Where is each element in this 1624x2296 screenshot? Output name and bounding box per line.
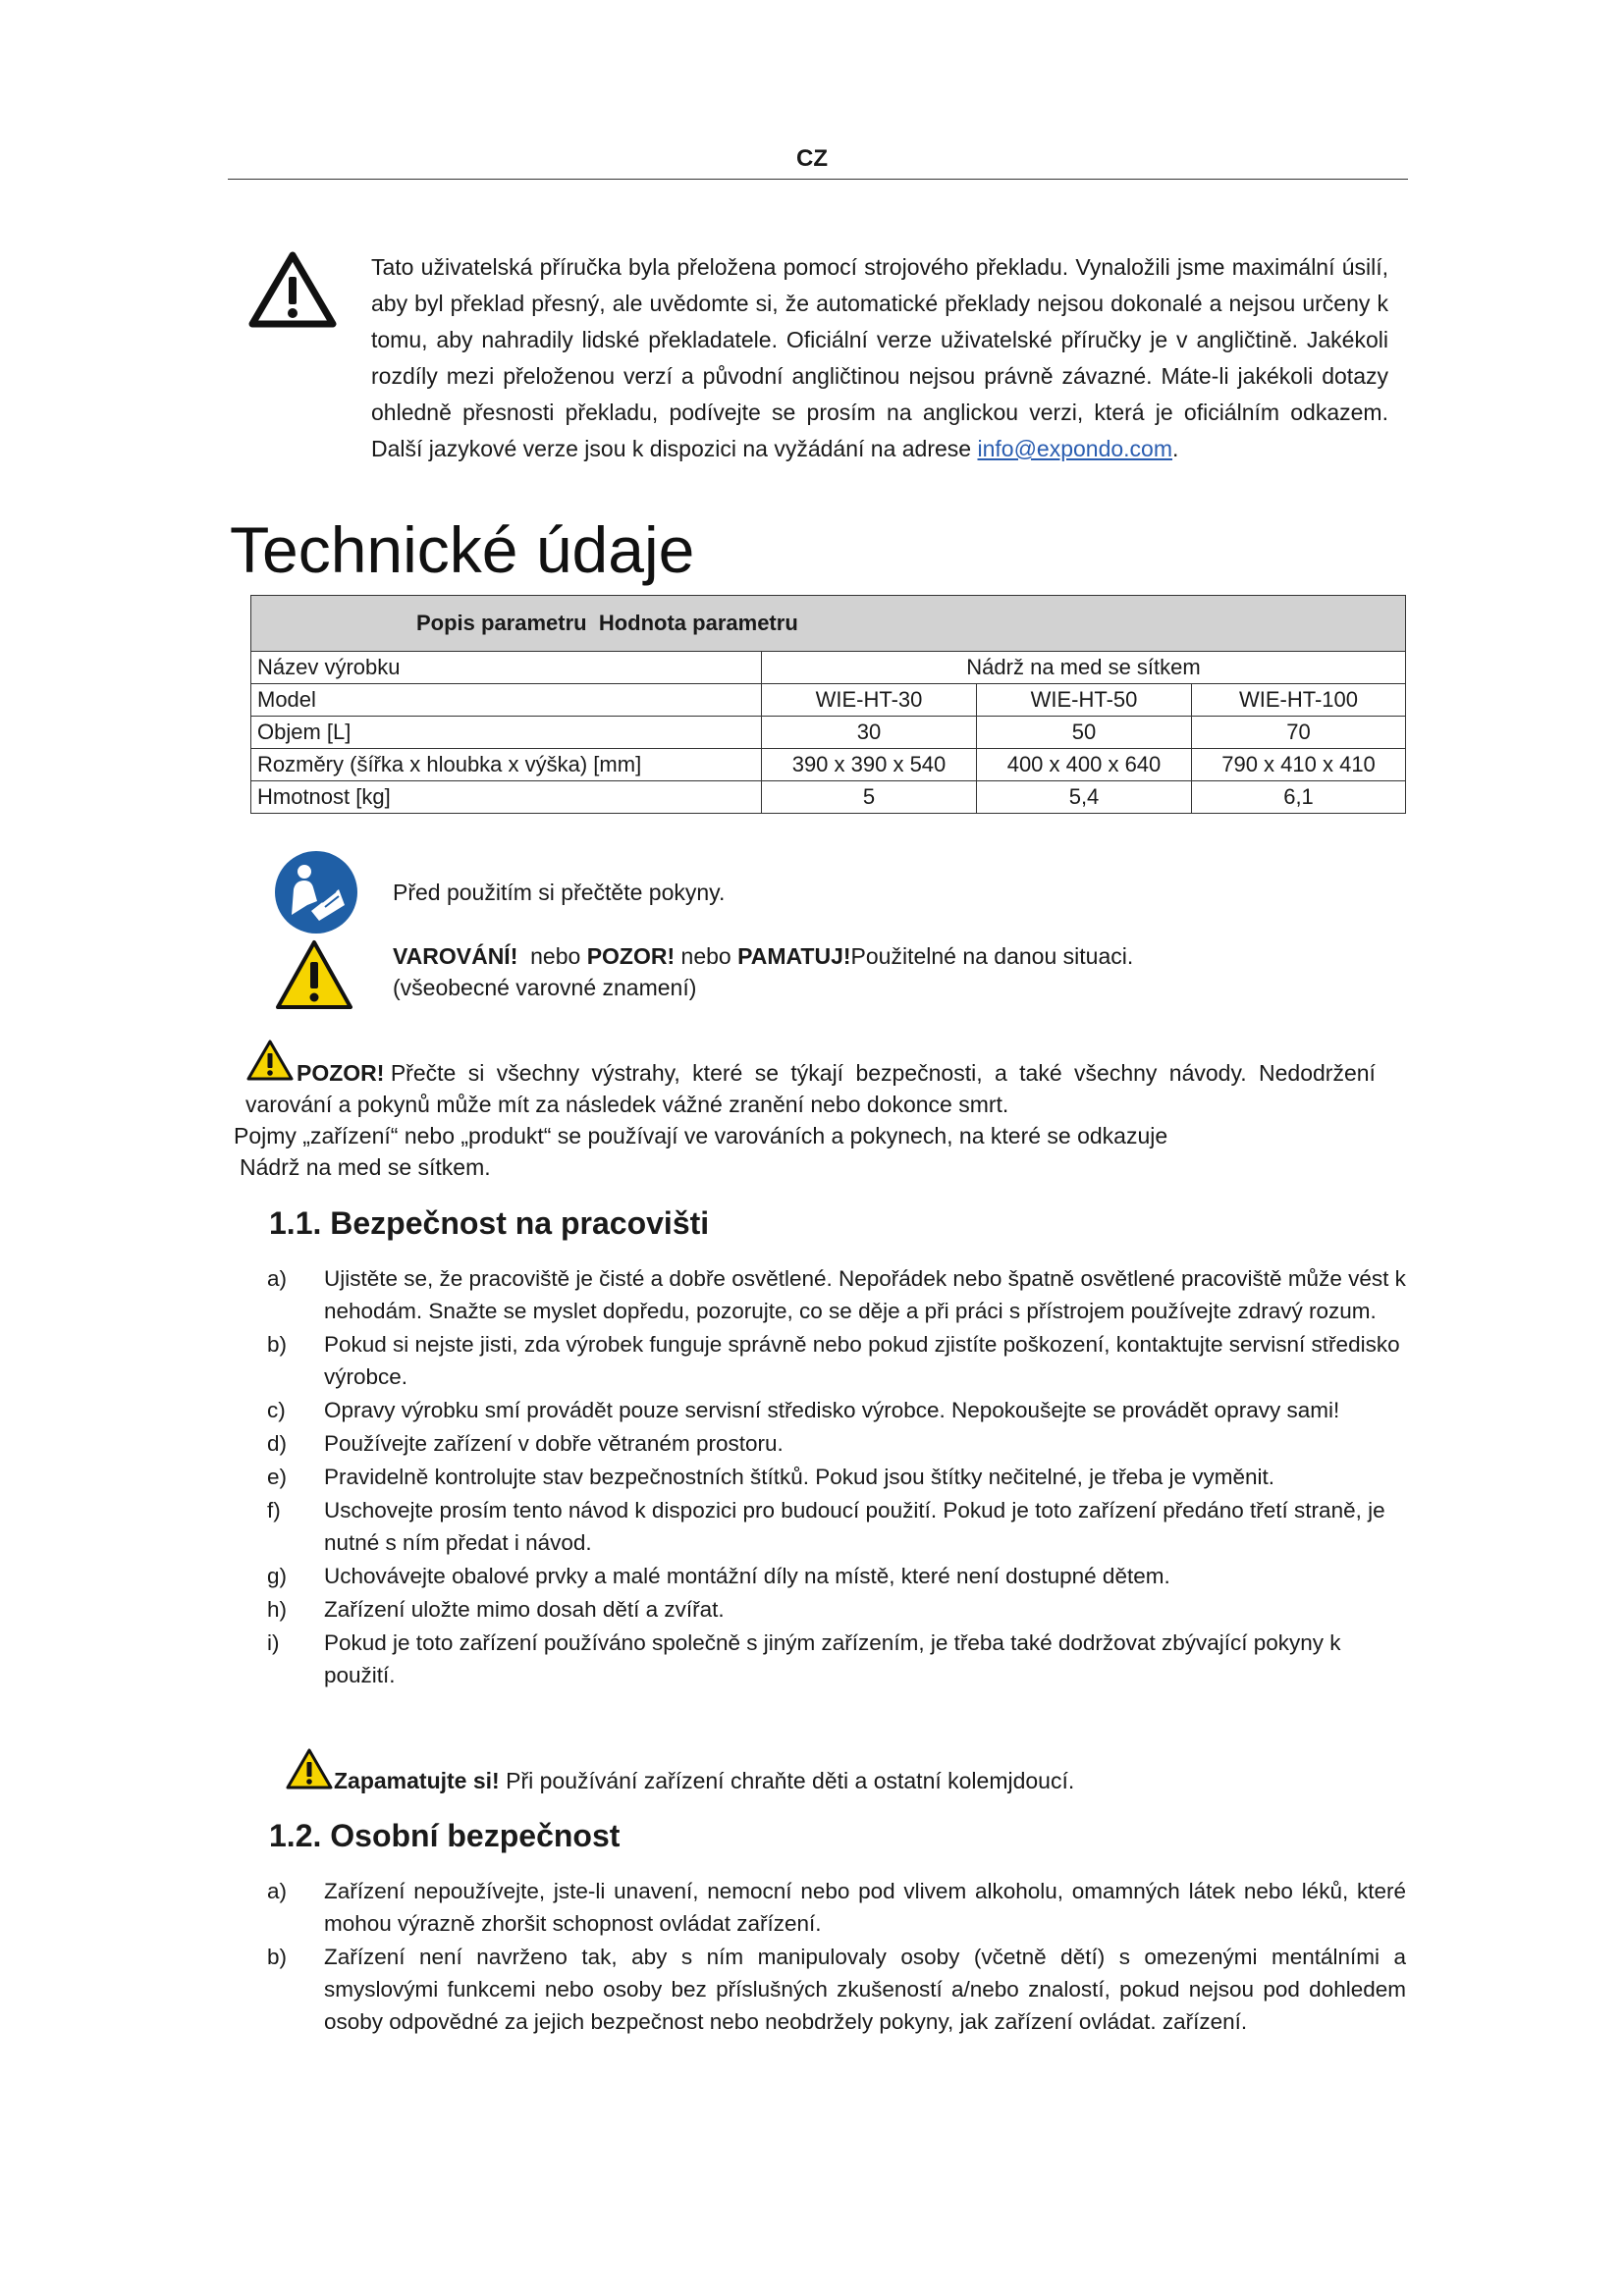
list-marker: c)	[267, 1398, 286, 1422]
table-row	[251, 781, 1406, 814]
spec-table	[250, 595, 1406, 814]
email-link[interactable]: info@expondo.com	[977, 436, 1173, 461]
warning-legend-line2: (všeobecné varovné znamení)	[393, 975, 697, 1000]
list-item	[267, 1560, 1406, 1592]
list-marker: b)	[267, 1332, 288, 1357]
header-divider	[228, 179, 1408, 180]
row-label: Rozměry (šířka x hloubka x výška) [mm]	[251, 749, 762, 781]
list-text: Pokud si nejste jisti, zda výrobek funguje správně nebo pokud zjistíte poškození, kontaktujte servisní středisko výrobce.	[324, 1332, 1400, 1389]
row-label: Model	[251, 684, 762, 717]
table-cell: 70	[1192, 717, 1406, 749]
table-cell: 50	[977, 717, 1192, 749]
caution-word: POZOR!	[586, 943, 676, 969]
list-item	[267, 1593, 1406, 1626]
list-text: Zařízení nepoužívejte, jste-li unavení, nemocní nebo pod vlivem alkoholu, omamných látek nebo léků, které mohou výrazně zhoršit schopnost ovládat zařízení.	[324, 1879, 1406, 1936]
connector-text: nebo	[530, 943, 581, 969]
caution-line4: Nádrž na med se sítkem.	[240, 1154, 491, 1180]
list-text: Uschovejte prosím tento návod k dispozici pro budoucí použití. Pokud je toto zařízení předáno třetí straně, je nutné s ním předat i návod.	[324, 1498, 1385, 1555]
table-cell: 5	[762, 781, 977, 814]
list-item	[267, 1328, 1406, 1393]
table-cell: 5,4	[977, 781, 1192, 814]
personal-safety-list	[267, 1875, 1406, 2039]
list-marker: f)	[267, 1498, 281, 1522]
section-heading-workplace-safety: 1.1. Bezpečnost na pracovišti	[269, 1205, 710, 1241]
product-name-cell: Nádrž na med se sítkem	[762, 652, 1406, 684]
list-text: Zařízení uložte mimo dosah dětí a zvířat.	[324, 1597, 725, 1622]
list-text: Pravidelně kontrolujte stav bezpečnostních štítků. Pokud jsou štítky nečitelné, je třeba je vyměnit.	[324, 1465, 1275, 1489]
list-text: Pokud je toto zařízení používáno společně s jiným zařízením, je třeba také dodržovat zbývající pokyny k použití.	[324, 1630, 1341, 1687]
list-item	[267, 1262, 1406, 1327]
table-row	[251, 749, 1406, 781]
caution-small-warning-icon	[245, 1039, 295, 1087]
list-marker: a)	[267, 1879, 288, 1903]
table-row	[251, 684, 1406, 717]
remember-text: Při používání zařízení chraňte děti a ostatní kolemjdoucí.	[506, 1768, 1075, 1793]
header-param-desc: Popis parametru	[416, 611, 587, 635]
warning-word: VAROVÁNÍ!	[393, 943, 518, 969]
workplace-safety-list	[267, 1262, 1406, 1692]
table-cell: WIE-HT-50	[977, 684, 1192, 717]
page-title: Technické údaje	[230, 513, 695, 586]
remember-note	[334, 1765, 1074, 1797]
header-param-value: Hodnota parametru	[598, 611, 798, 635]
list-text: Ujistěte se, že pracoviště je čisté a dobře osvětlené. Nepořádek nebo špatně osvětlené pracoviště může vést k nehodám. Snažte se myslet dopředu, pozorujte, co se děje a při práci s přístrojem používejte zdravý rozum.	[324, 1266, 1406, 1323]
section-heading-personal-safety: 1.2. Osobní bezpečnost	[269, 1818, 621, 1853]
row-label: Název výrobku	[251, 652, 762, 684]
list-item	[267, 1627, 1406, 1691]
list-marker: i)	[267, 1630, 280, 1655]
caution-line2: varování a pokynů může mít za následek vážné zranění nebo dokonce smrt.	[245, 1092, 1009, 1117]
table-cell: 390 x 390 x 540	[762, 749, 977, 781]
machine-translation-notice	[371, 249, 1388, 467]
list-item	[267, 1875, 1406, 1940]
row-label: Objem [L]	[251, 717, 762, 749]
caution-text: Přečte si všechny výstrahy, které se týkají bezpečnosti, a také všechny návody. Nedodržení	[390, 1060, 1376, 1086]
table-cell: WIE-HT-30	[762, 684, 977, 717]
remember-word: PAMATUJ!	[737, 943, 851, 969]
table-cell: 400 x 400 x 640	[977, 749, 1192, 781]
caution-line3: Pojmy „zařízení“ nebo „produkt“ se používají ve varováních a pokynech, na které se odkazuje	[234, 1123, 1168, 1148]
remember-bold: Zapamatujte si!	[334, 1768, 500, 1793]
notice-end: .	[1172, 436, 1179, 461]
warning-icon	[274, 938, 354, 1016]
list-item	[267, 1461, 1406, 1493]
list-item	[267, 1394, 1406, 1426]
warning-outline-icon	[247, 249, 338, 330]
list-text: Opravy výrobku smí provádět pouze servisní středisko výrobce. Nepokoušejte se provádět opravy sami!	[324, 1398, 1340, 1422]
list-marker: b)	[267, 1945, 288, 1969]
read-manual-icon	[274, 850, 358, 939]
applicable-text: Použitelné na danou situaci.	[850, 943, 1134, 969]
list-marker: e)	[267, 1465, 288, 1489]
row-label: Hmotnost [kg]	[251, 781, 762, 814]
table-header-row	[251, 596, 1406, 652]
notice-text: Tato uživatelská příručka byla přeložena pomocí strojového překladu. Vynaložili jsme maximální úsilí, aby byl překlad přesný, ale uvědomte si, že automatické překlady nejsou dokonalé a nejsou určeny k tomu, aby nahradily lidské překladatele. Oficiální verze uživatelské příručky je v angličtině. Jakékoli rozdíly mezi přeloženou verzí a původní angličtinou nejsou právně závazné. Máte-li jakékoli dotazy ohledně přesnosti překladu, podívejte se prosím na anglickou verzi, která je oficiálním odkazem. Další jazykové verze jsou k dispozici na vyžádání na adrese	[371, 254, 1388, 461]
list-marker: d)	[267, 1431, 288, 1456]
table-cell: 6,1	[1192, 781, 1406, 814]
list-text: Uchovávejte obalové prvky a malé montážní díly na místě, které není dostupné dětem.	[324, 1564, 1170, 1588]
warning-legend-line1	[393, 940, 1133, 972]
caution-line1	[297, 1057, 1390, 1090]
list-text: Používejte zařízení v dobře větraném prostoru.	[324, 1431, 784, 1456]
list-marker: h)	[267, 1597, 288, 1622]
list-marker: a)	[267, 1266, 288, 1291]
table-row	[251, 717, 1406, 749]
connector-text: nebo	[680, 943, 731, 969]
table-cell: 790 x 410 x 410	[1192, 749, 1406, 781]
table-row	[251, 652, 1406, 684]
list-item	[267, 1941, 1406, 2038]
read-instructions-text: Před použitím si přečtěte pokyny.	[393, 880, 726, 905]
table-cell: 30	[762, 717, 977, 749]
list-item	[267, 1494, 1406, 1559]
table-cell: WIE-HT-100	[1192, 684, 1406, 717]
list-marker: g)	[267, 1564, 288, 1588]
page-language-label: CZ	[796, 145, 828, 172]
list-text: Zařízení není navrženo tak, aby s ním manipulovaly osoby (včetně dětí) s omezenými mentálními a smyslovými funkcemi nebo osoby bez příslušných zkušeností a/nebo znalostí, pokud nejsou pod dohledem osoby odpovědné za jejich bezpečnost nebo neobdržely pokyny, jak zařízení ovládat. zařízení.	[324, 1945, 1406, 2034]
remember-warning-icon	[285, 1747, 334, 1795]
caution-bold: POZOR!	[297, 1060, 385, 1086]
list-item	[267, 1427, 1406, 1460]
